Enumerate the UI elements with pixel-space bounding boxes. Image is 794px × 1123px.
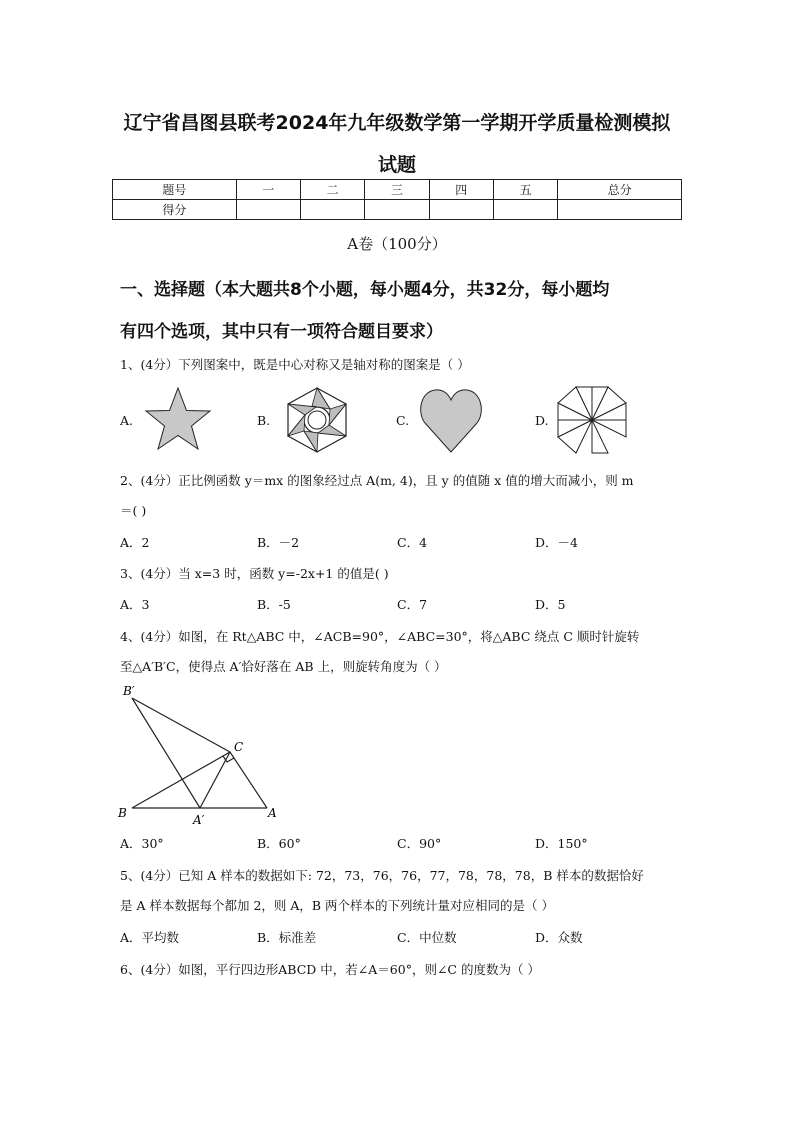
q2-option-c: C．4 — [397, 535, 428, 550]
heart-icon — [419, 386, 483, 454]
score-input-cell[interactable] — [558, 200, 682, 220]
q1-option-d-label: D. — [535, 413, 549, 428]
q1-option-b-label: B. — [257, 413, 271, 428]
score-cell: 总分 — [558, 180, 682, 200]
q1-option-c-label: C. — [396, 413, 410, 428]
question-4: 4、(4分）如图，在 Rt△ABC 中，∠ACB=90°，∠ABC=30°，将△ABC 绕点 C 顺时针旋转 — [120, 629, 640, 644]
q3-option-c: C．7 — [397, 597, 428, 612]
question-3: 3、(4分）当 x=3 时，函数 y=-2x+1 的值是( ) — [120, 566, 389, 581]
q3-option-a: A．3 — [120, 597, 150, 612]
question-5: 5、(4分）已知 A 样本的数据如下: 72，73，76，76，77，78，78，78，B 样本的数据恰好 — [120, 868, 644, 883]
label-a-prime: A′ — [193, 813, 205, 827]
score-input-cell[interactable] — [365, 200, 429, 220]
q2-option-d: D．－4 — [535, 535, 578, 550]
label-b-prime: B′ — [123, 684, 135, 698]
score-cell: 题号 — [113, 180, 237, 200]
page-title-continued: 试题 — [377, 154, 416, 176]
question-6: 6、(4分）如图，平行四边形ABCD 中，若∠A＝60°，则∠C 的度数为（ ） — [120, 962, 540, 977]
q5-option-d: D．众数 — [535, 930, 583, 945]
section-heading-continued: 有四个选项，其中只有一项符合题目要求） — [120, 322, 443, 342]
question-2-continued: ＝( ) — [120, 503, 147, 518]
page-title: 辽宁省昌图县联考2024年九年级数学第一学期开学质量检测模拟 — [123, 112, 671, 134]
question-2: 2、(4分）正比例函数 y＝mx 的图象经过点 A(m, 4)，且 y 的值随 x 值的增大而减小，则 m — [120, 473, 634, 488]
q3-option-b: B．-5 — [257, 597, 291, 612]
question-4-continued: 至△A′B′C，使得点 A′恰好落在 AB 上，则旋转角度为（ ） — [120, 659, 447, 674]
q2-option-b: B．－2 — [257, 535, 300, 550]
segment-bprime-c — [132, 698, 230, 752]
q4-option-a: A．30° — [120, 836, 164, 851]
score-cell: 得分 — [113, 200, 237, 220]
question-1: 1、(4分）下列图案中，既是中心对称又是轴对称的图案是（ ） — [120, 357, 470, 372]
q4-option-d: D．150° — [535, 836, 588, 851]
score-cell: 五 — [493, 180, 557, 200]
score-input-cell[interactable] — [493, 200, 557, 220]
q4-option-b: B．60° — [257, 836, 301, 851]
q3-option-d: D．5 — [535, 597, 566, 612]
question-5-continued: 是 A 样本数据每个都加 2，则 A，B 两个样本的下列统计量对应相同的是（ ） — [120, 898, 555, 913]
score-cell: 二 — [300, 180, 364, 200]
score-input-cell[interactable] — [300, 200, 364, 220]
label-b: B — [118, 806, 127, 820]
hexagon-spiral-icon — [282, 386, 352, 454]
score-cell: 一 — [236, 180, 300, 200]
q1-option-a-label: A. — [120, 413, 134, 428]
pinwheel-icon — [556, 385, 628, 455]
segment-ca — [230, 752, 267, 808]
q5-option-c: C．中位数 — [397, 930, 457, 945]
star-icon — [142, 386, 214, 452]
score-cell: 三 — [365, 180, 429, 200]
score-table-header-row — [113, 180, 682, 200]
q5-option-a: A．平均数 — [120, 930, 180, 945]
q4-triangle-figure — [110, 680, 290, 830]
q4-option-c: C．90° — [397, 836, 442, 851]
score-input-cell[interactable] — [429, 200, 493, 220]
score-input-cell[interactable] — [236, 200, 300, 220]
section-heading: 一、选择题（本大题共8个小题，每小题4分，共32分，每小题均 — [120, 280, 610, 300]
score-table-score-row — [113, 200, 682, 220]
score-table — [112, 179, 682, 220]
segment-bprime-aprime — [132, 698, 200, 808]
label-c: C — [234, 740, 244, 754]
q5-option-b: B．标准差 — [257, 930, 317, 945]
score-cell: 四 — [429, 180, 493, 200]
q2-option-a: A．2 — [120, 535, 150, 550]
section-a-heading: A卷（100分） — [347, 235, 447, 253]
label-a: A — [268, 806, 277, 820]
